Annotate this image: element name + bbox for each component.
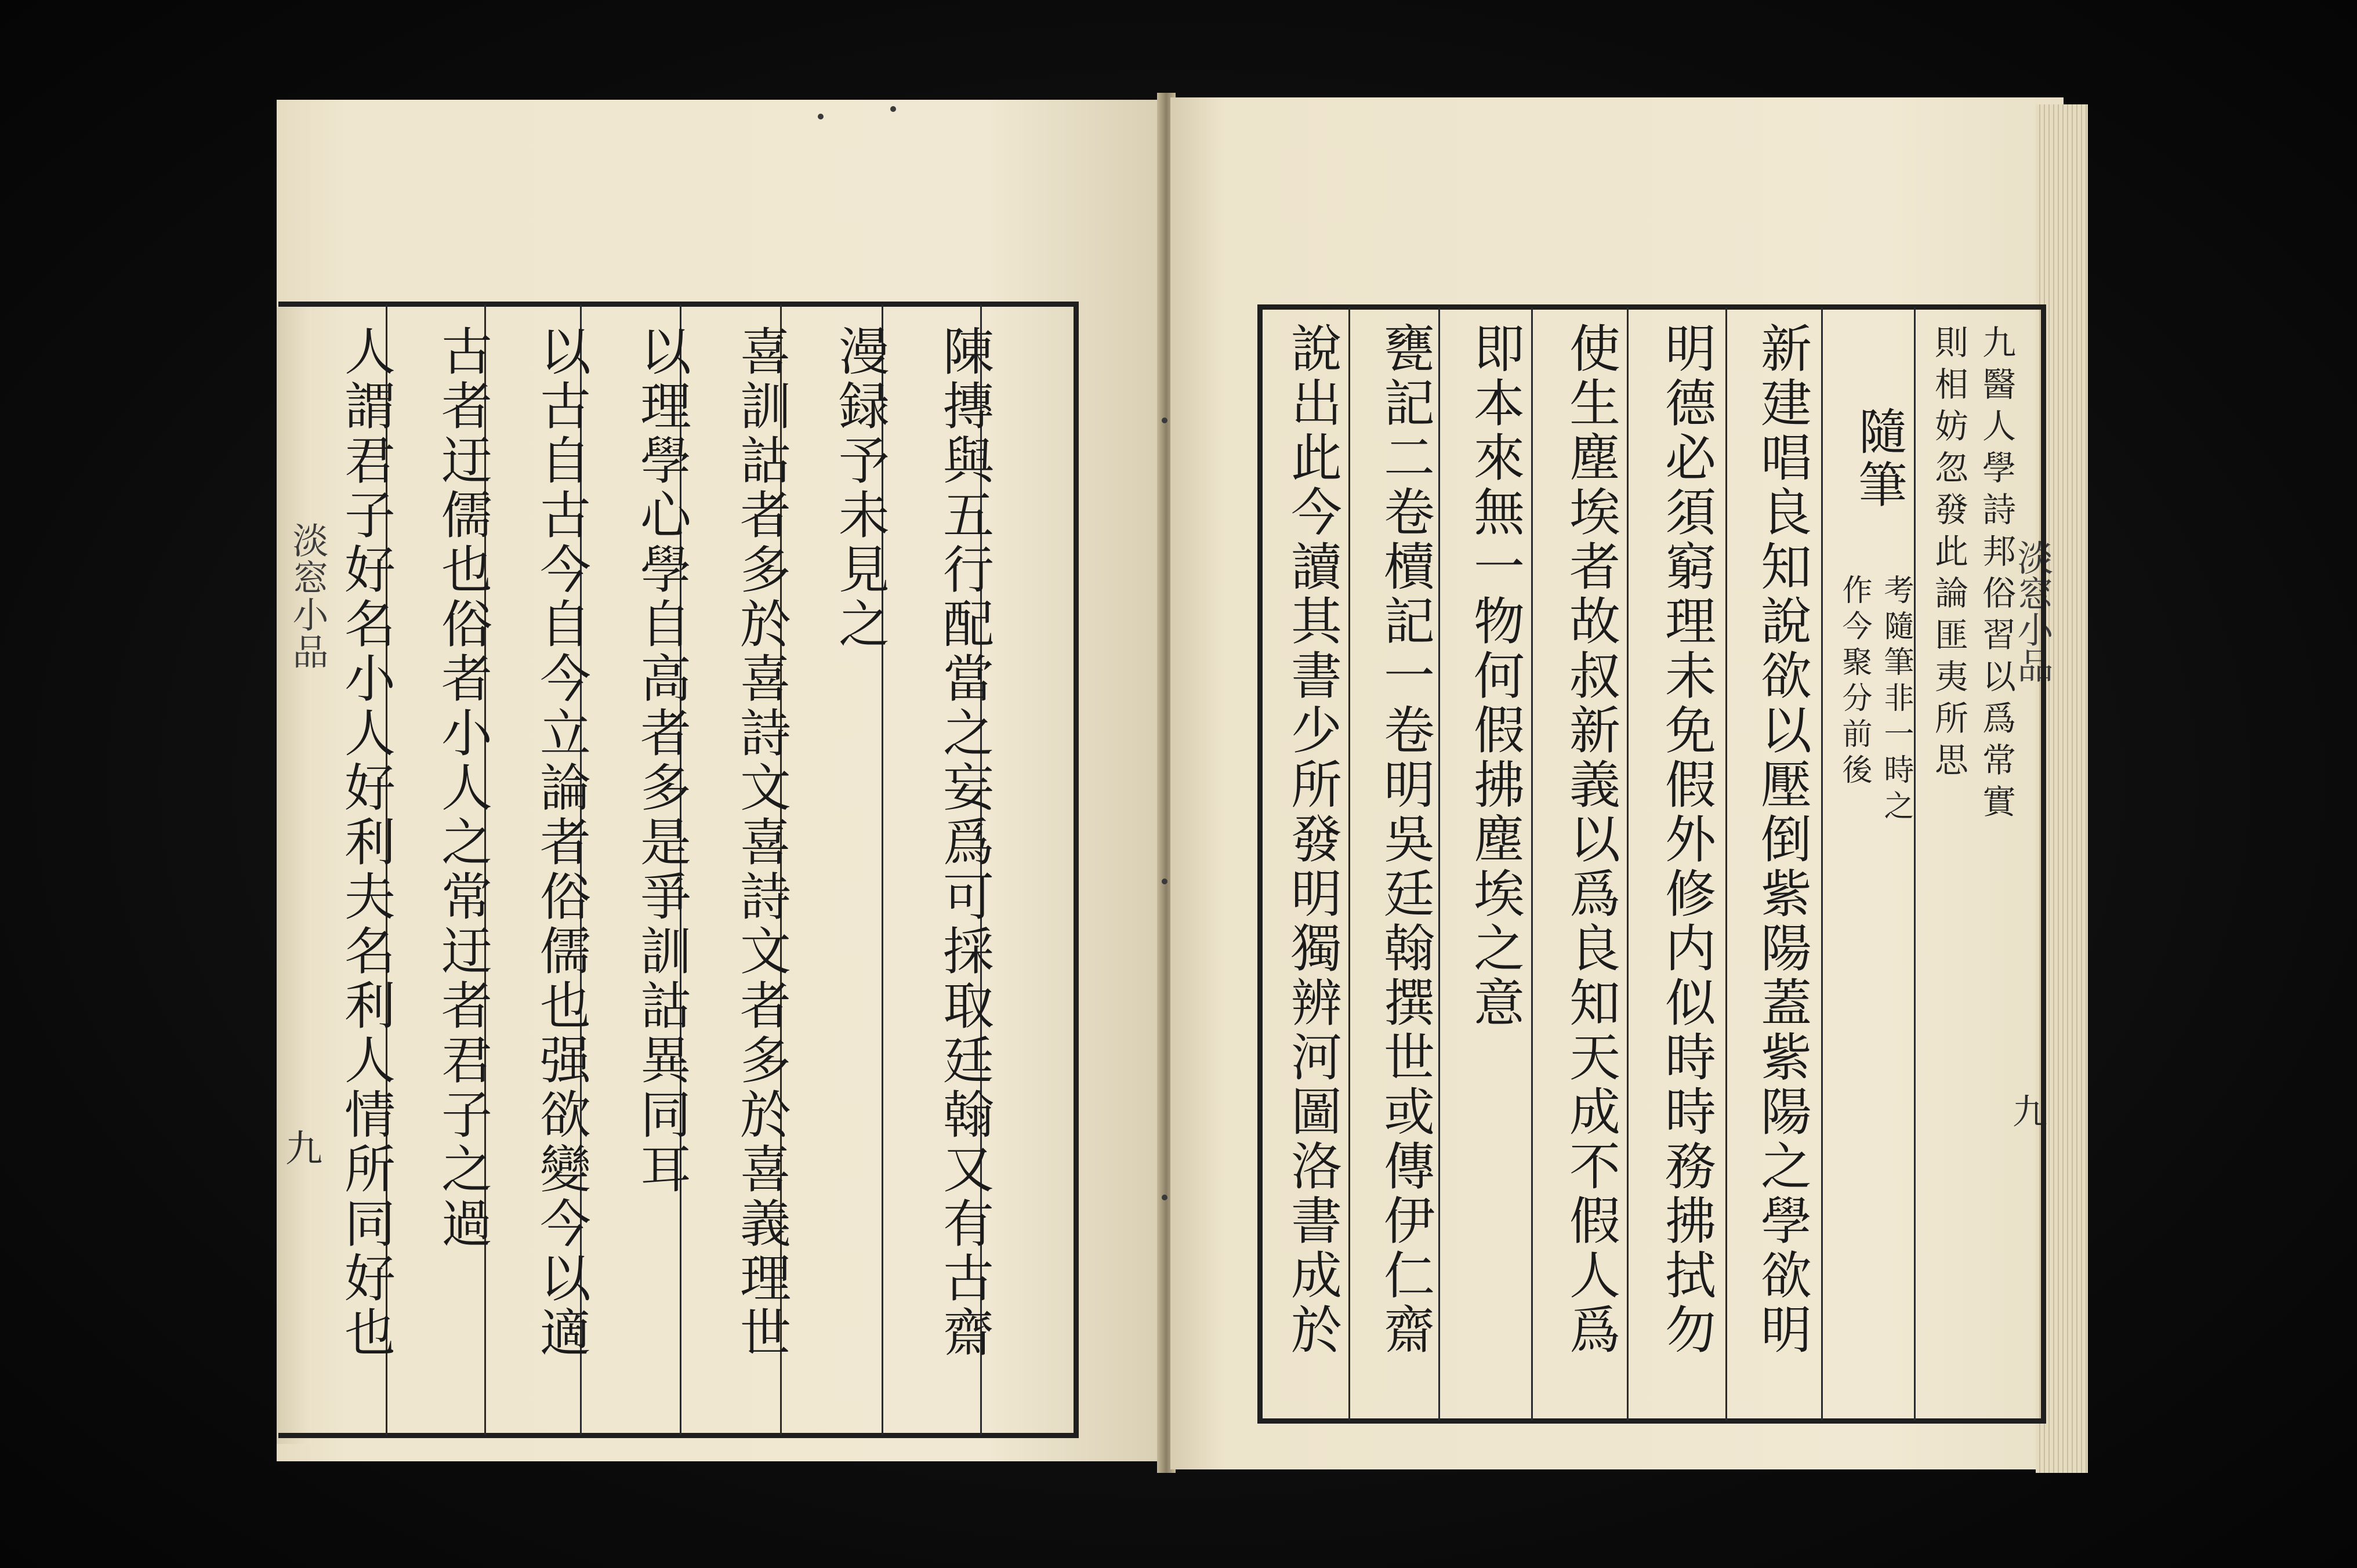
right-column-3: 使生塵埃者故叔新義以爲良知天成不假人爲 [1561,322,1621,1358]
left-column-2: 漫録予未見之 [831,325,890,652]
right-heading-note-2: 考隨筆非一時之 [1879,574,1913,826]
binding-dot [1162,879,1167,884]
right-note-column-2: 則相妨忽發此論匪夷所思 [1929,325,1968,784]
right-column-1: 新建唱良知說欲以壓倒紫陽蓋紫陽之學欲明 [1753,322,1812,1358]
right-column-2: 明德必須窮理未免假外修内似時時務拂拭勿 [1657,322,1717,1358]
left-page-number: 九 [285,1128,322,1171]
column-rule [1821,307,1823,1421]
column-rule [1725,307,1727,1421]
left-column-6: 古者迂儒也俗者小人之常迂者君子之過 [433,325,493,1251]
left-column-3: 喜訓詁者多於喜詩文喜詩文者多於喜義理世 [732,325,792,1360]
right-heading-note-1: 作今聚分前後 [1837,574,1872,790]
right-margin-title: 淡窓小品 [2011,539,2054,683]
left-column-5: 以古自古今自今立論者俗儒也强欲變今以適 [532,325,592,1360]
right-heading: 隨筆 [1851,406,1908,513]
left-column-8 [232,325,233,1421]
right-column-5: 甕記二卷櫝記一卷明吳廷翰撰世或傳伊仁齋 [1376,322,1435,1358]
left-column-1: 陳摶與五行配當之妄爲可採取廷翰又有古齋 [935,325,995,1360]
binding-dot [1162,418,1167,423]
left-column-4: 以理學心學自高者多是爭訓詁異同耳 [632,325,692,1197]
right-column-6: 說出此今讀其書少所發明獨辨河圖洛書成於 [1283,322,1343,1358]
binding-dot [818,114,824,119]
left-margin-title: 淡窓小品 [287,522,329,670]
right-page-number: 九 [2012,1092,2047,1133]
left-column-7: 人謂君子好名小人好利夫名利人情所同好也 [336,325,396,1360]
right-note-column-1: 九醫人學詩邦俗習以爲常實 [1977,325,2016,826]
right-column-4: 即本來無一物何假拂塵埃之意 [1466,322,1525,1030]
binding-dot [890,106,896,112]
left-column-8-visible [320,325,321,1421]
binding-dot [1162,1195,1167,1200]
